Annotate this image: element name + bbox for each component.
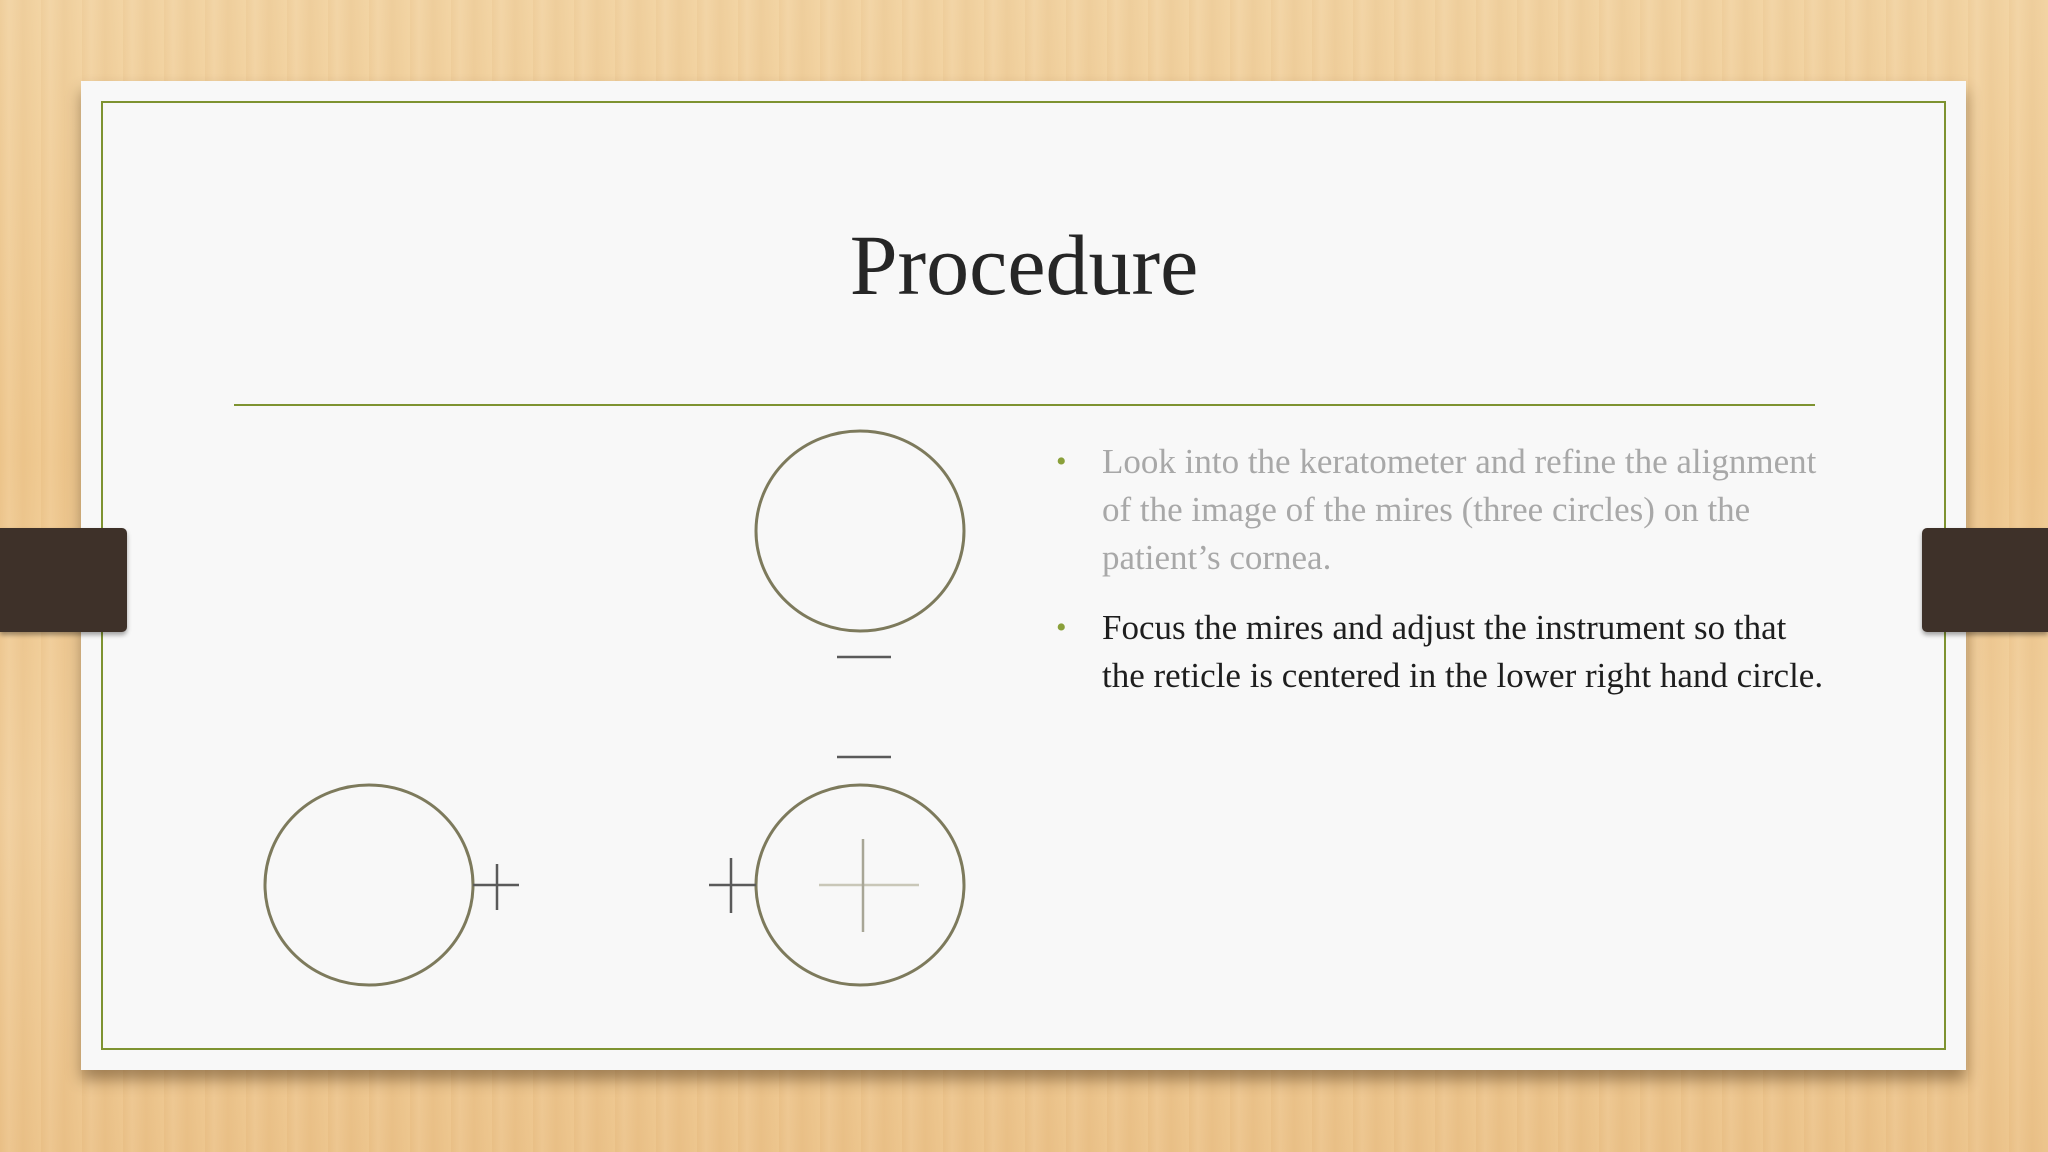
reticle-crosshair	[819, 839, 919, 932]
bullet-text: Look into the keratometer and refine the alignment of the image of the mires (three circles) on the patient’s cornea.	[1102, 442, 1817, 577]
plus-sign-left	[473, 864, 519, 910]
bullet-text: Focus the mires and adjust the instrument so that the reticle is centered in the lower right hand circle.	[1102, 608, 1824, 695]
plus-sign-right	[709, 858, 756, 913]
slide-title: Procedure	[849, 217, 1199, 313]
bullet-item	[1050, 604, 1830, 700]
bullet-list	[1050, 438, 1830, 722]
lower-left-circle	[265, 785, 473, 985]
bullet-dot-icon: •	[1056, 611, 1067, 644]
top-circle	[756, 431, 964, 631]
bullet-item	[1050, 438, 1830, 582]
bullet-dot-icon: •	[1056, 445, 1067, 478]
